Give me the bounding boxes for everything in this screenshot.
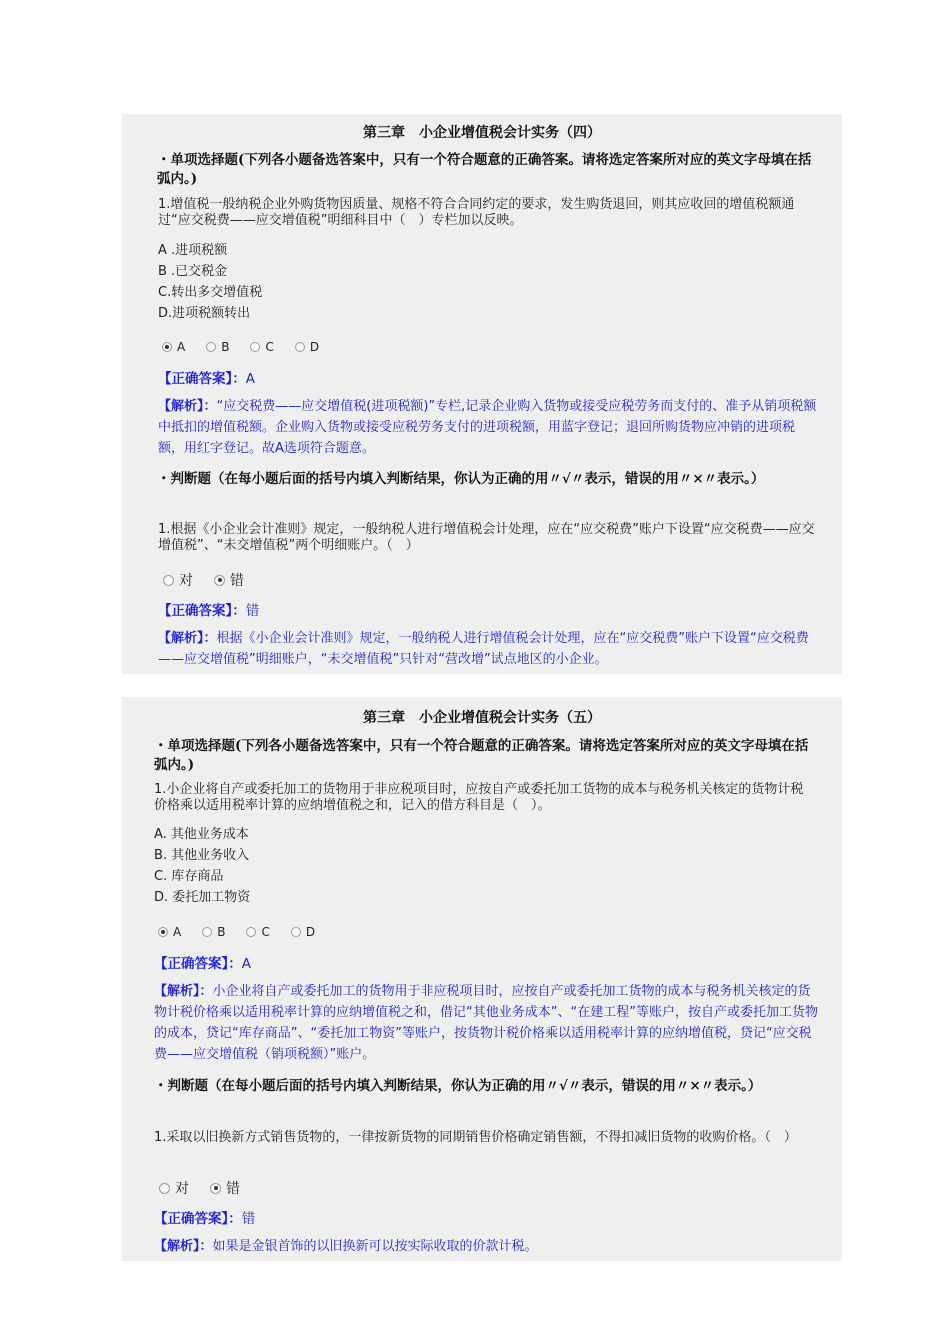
radio-empty-icon <box>291 927 301 937</box>
correct-answer: 【正确答案】：错 <box>154 1211 256 1227</box>
radio-selected-icon <box>158 927 168 937</box>
single-choice-radio-group <box>162 340 340 354</box>
option-c: C. 库存商品 <box>154 869 224 884</box>
radio-selected-icon <box>210 1183 221 1194</box>
option-b: B. 其他业务收入 <box>154 848 250 863</box>
radio-empty-icon <box>159 1183 170 1194</box>
radio-selected-icon <box>214 575 225 586</box>
true-false-radio-group <box>163 570 265 590</box>
radio-true[interactable]: 对 <box>159 1178 189 1198</box>
radio-empty-icon <box>246 927 256 937</box>
option-c: C.转出多交增值税 <box>158 285 263 300</box>
option-a: A .进项税额 <box>158 243 228 258</box>
radio-false[interactable]: 错 <box>214 570 244 590</box>
true-false-heading: ・判断题（在每小题后面的括号内填入判断结果，你认为正确的用〃√〃表示，错误的用〃×〃表示。） <box>154 1078 762 1094</box>
radio-d[interactable]: D <box>291 925 315 939</box>
chapter-title: 第三章 小企业增值税会计实务（五） <box>363 710 601 726</box>
single-choice-radio-group <box>158 925 336 939</box>
true-false-heading: ・判断题（在每小题后面的括号内填入判断结果，你认为正确的用〃√〃表示，错误的用〃×〃表示。） <box>157 471 765 487</box>
option-a: A. 其他业务成本 <box>154 827 249 842</box>
radio-empty-icon <box>250 342 260 352</box>
option-d: D.进项税额转出 <box>158 306 251 321</box>
explanation: 【解析】：根据《小企业会计准则》规定，一般纳税人进行增值税会计处理，应在“应交税费”账户下设置“应交税费——应交增值税”明细账户，“未交增值税”只针对“营改增”试点地区的小企业。 <box>158 631 809 667</box>
single-choice-heading: ・单项选择题(下列各小题备选答案中，只有一个符合题意的正确答案。请将选定答案所对应的英文字母填在括弧内。) <box>154 738 809 773</box>
single-choice-heading: ・单项选择题(下列各小题备选答案中，只有一个符合题意的正确答案。请将选定答案所对应的英文字母填在括弧内。) <box>157 152 812 187</box>
option-d: D. 委托加工物资 <box>154 890 251 905</box>
true-false-question: 1.采取以旧换新方式销售货物的，一律按新货物的同期销售价格确定销售额，不得扣减旧货物的收购价格。（ ） <box>154 1130 797 1145</box>
radio-c[interactable]: C <box>246 925 269 939</box>
explanation: 【解析】：小企业将自产或委托加工的货物用于非应税项目时，应按自产或委托加工货物的成本与税务机关核定的货物计税价格乘以适用税率计算的应纳增值税之和，借记“其他业务成本”、“在建工程”等账户，按自产或委托加工货物的成本，贷记“库存商品”、“委托加工物资”等账户，按货物计税价格乘以适用税率计算的应纳增值税，贷记“应交税费——应交增值税（销项税额）”账户。 <box>154 984 818 1062</box>
radio-a[interactable]: A <box>162 340 185 354</box>
radio-c[interactable]: C <box>250 340 273 354</box>
correct-answer: 【正确答案】：A <box>154 956 251 972</box>
correct-answer: 【正确答案】：A <box>158 371 255 387</box>
radio-empty-icon <box>295 342 305 352</box>
option-b: B .已交税金 <box>158 264 228 279</box>
radio-empty-icon <box>206 342 216 352</box>
chapter-panel-5 <box>122 697 842 1261</box>
single-choice-question: 1.小企业将自产或委托加工的货物用于非应税项目时，应按自产或委托加工货物的成本与税务机关核定的货物计税价格乘以适用税率计算的应纳增值税之和，记入的借方科目是（ ）。 <box>154 782 804 813</box>
true-false-question: 1.根据《小企业会计准则》规定，一般纳税人进行增值税会计处理，应在“应交税费”账户下设置“应交税费——应交增值税”、“未交增值税”两个明细账户。（ ） <box>158 522 815 553</box>
chapter-panel-4 <box>122 114 842 674</box>
true-false-radio-group <box>159 1178 261 1198</box>
radio-b[interactable]: B <box>206 340 229 354</box>
radio-empty-icon <box>163 575 174 586</box>
radio-d[interactable]: D <box>295 340 319 354</box>
radio-selected-icon <box>162 342 172 352</box>
chapter-title: 第三章 小企业增值税会计实务（四） <box>363 125 601 141</box>
single-choice-question: 1.增值税一般纳税企业外购货物因质量、规格不符合合同约定的要求，发生购货退回，则其应收回的增值税额通过“应交税费——应交增值税”明细科目中（ ）专栏加以反映。 <box>158 197 795 228</box>
radio-empty-icon <box>202 927 212 937</box>
explanation: 【解析】：如果是金银首饰的以旧换新可以按实际收取的价款计税。 <box>154 1239 538 1254</box>
radio-false[interactable]: 错 <box>210 1178 240 1198</box>
correct-answer: 【正确答案】：错 <box>158 603 260 619</box>
radio-b[interactable]: B <box>202 925 225 939</box>
radio-true[interactable]: 对 <box>163 570 193 590</box>
radio-a[interactable]: A <box>158 925 181 939</box>
explanation: 【解析】：“应交税费——应交增值税(进项税额)”专栏,记录企业购入货物或接受应税劳务而支付的、准予从销项税额中抵扣的增值税额。企业购入货物或接受应税劳务支付的进项税额，用蓝字登记；退回所购货物应冲销的进项税额，用红字登记。故A选项符合题意。 <box>158 399 817 456</box>
